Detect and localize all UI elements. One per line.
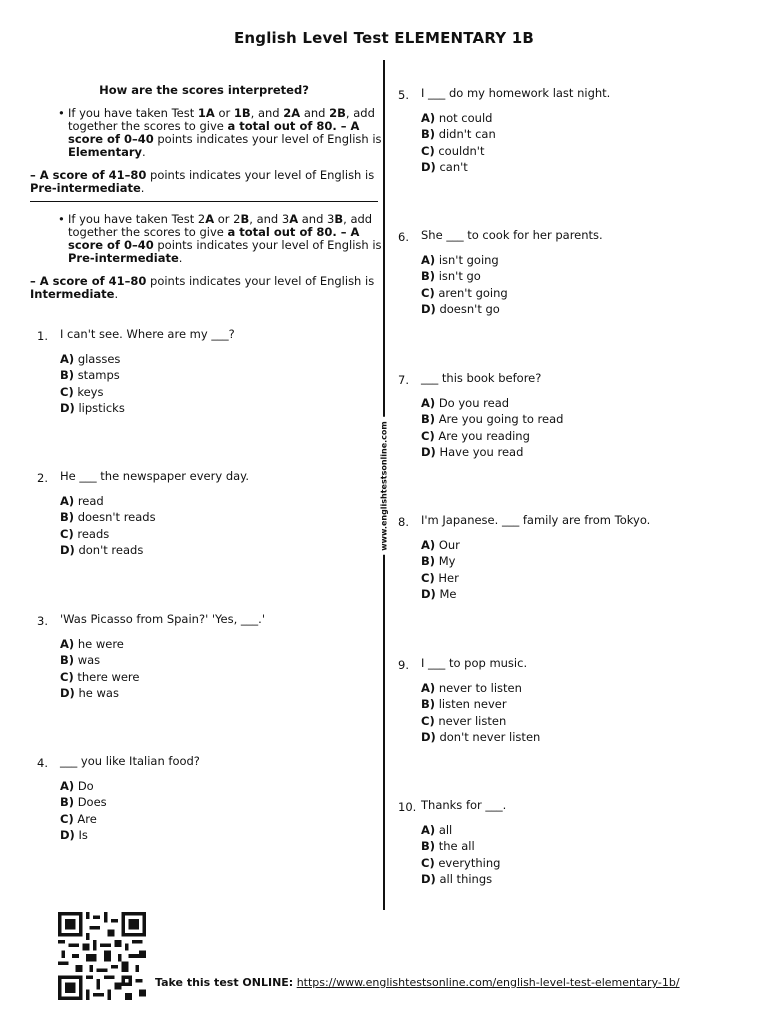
question-number: 6. xyxy=(398,230,409,244)
option-letter: B) xyxy=(421,839,436,854)
page-title: English Level Test ELEMENTARY 1B xyxy=(233,29,535,47)
footer xyxy=(155,976,680,989)
option-letter: B) xyxy=(421,412,436,427)
footer-url-link[interactable]: https://www.englishtestsonline.com/english-level-test-elementary-1b/ xyxy=(296,976,680,989)
option-letter: C) xyxy=(421,428,435,443)
option-letter: D) xyxy=(60,542,75,557)
answer-option[interactable] xyxy=(60,779,94,793)
answer-option[interactable] xyxy=(60,828,88,842)
option-letter: C) xyxy=(60,526,74,541)
answer-option[interactable] xyxy=(60,686,119,700)
option-text: Do xyxy=(77,779,94,793)
question-text: I can't see. Where are my ___? xyxy=(60,327,235,341)
interpretation-heading: How are the scores interpreted? xyxy=(99,83,309,97)
option-text: couldn't xyxy=(438,143,485,158)
option-text: lipsticks xyxy=(78,400,125,415)
answer-option[interactable] xyxy=(421,839,475,853)
interpretation-result-2: – A score of 41–80 points indicates your level of English is Intermediate. xyxy=(30,274,375,301)
option-letter: C) xyxy=(421,285,435,300)
answer-option[interactable] xyxy=(421,587,456,601)
answer-option[interactable] xyxy=(421,872,492,886)
interpretation-bullet-2: • If you have taken Test 2A or 2B, and 3A and 3B, add together the scores to give a total out of 80. – A score of 0–40 points indicates your level of English is Pre-intermediate. xyxy=(58,212,382,265)
option-letter: A) xyxy=(421,253,436,267)
option-letter: D) xyxy=(421,871,436,886)
option-letter: C) xyxy=(60,669,74,684)
option-letter: B) xyxy=(60,368,75,383)
question-text: I ___ do my homework last night. xyxy=(421,86,611,100)
answer-option[interactable] xyxy=(60,527,109,541)
footer-label: Take this test ONLINE: xyxy=(155,976,294,989)
option-text: there were xyxy=(77,669,140,684)
interpretation-bullet-1: • If you have taken Test 1A or 1B, and 2A and 2B, add together the scores to give a total out of 80. – A score of 0–40 points indicates your level of English is Elementary. xyxy=(58,106,382,159)
option-text: Me xyxy=(439,586,457,601)
answer-option[interactable] xyxy=(421,286,508,300)
answer-option[interactable] xyxy=(60,795,107,809)
answer-option[interactable] xyxy=(60,670,139,684)
option-text: isn't go xyxy=(438,269,481,284)
answer-option[interactable] xyxy=(421,160,468,174)
option-letter: D) xyxy=(60,400,75,415)
answer-option[interactable] xyxy=(421,697,507,711)
answer-option[interactable] xyxy=(60,637,124,651)
question-number: 9. xyxy=(398,658,409,672)
option-text: everything xyxy=(438,855,501,870)
option-letter: C) xyxy=(421,143,435,158)
option-text: he was xyxy=(78,685,119,700)
question-text: I'm Japanese. ___ family are from Tokyo. xyxy=(421,513,651,527)
question-number: 10. xyxy=(398,800,417,814)
option-text: he were xyxy=(77,637,124,651)
question-number: 4. xyxy=(37,756,48,770)
option-text: aren't going xyxy=(438,285,508,300)
option-text: Are you reading xyxy=(438,428,530,443)
option-text: doesn't reads xyxy=(77,510,156,525)
bullet-icon: • xyxy=(58,212,65,226)
option-text: isn't going xyxy=(438,253,499,267)
option-text: didn't can xyxy=(438,127,496,142)
section-divider xyxy=(30,201,378,202)
option-letter: A) xyxy=(421,396,436,410)
answer-option[interactable] xyxy=(60,352,120,366)
option-letter: C) xyxy=(60,384,74,399)
option-text: Her xyxy=(438,570,459,585)
option-letter: D) xyxy=(60,827,75,842)
option-text: can't xyxy=(439,159,468,174)
option-text: Do you read xyxy=(438,396,510,410)
answer-option[interactable] xyxy=(60,543,143,557)
answer-option[interactable] xyxy=(421,144,484,158)
answer-option[interactable] xyxy=(421,269,481,283)
qr-code-icon[interactable] xyxy=(58,912,146,1000)
answer-option[interactable] xyxy=(421,396,509,410)
option-text: keys xyxy=(77,384,104,399)
answer-option[interactable] xyxy=(60,510,156,524)
option-text: doesn't go xyxy=(439,301,500,316)
question-number: 1. xyxy=(37,329,48,343)
option-text: was xyxy=(77,653,101,668)
answer-option[interactable] xyxy=(421,127,496,141)
answer-option[interactable] xyxy=(421,412,563,426)
option-text: the all xyxy=(438,839,475,854)
question-text: I ___ to pop music. xyxy=(421,656,528,670)
question-number: 3. xyxy=(37,614,48,628)
answer-option[interactable] xyxy=(60,494,104,508)
question-number: 5. xyxy=(398,88,409,102)
answer-option[interactable] xyxy=(421,253,499,267)
option-letter: B) xyxy=(421,127,436,142)
answer-option[interactable] xyxy=(421,111,492,125)
option-text: Are you going to read xyxy=(438,412,564,427)
answer-option[interactable] xyxy=(421,429,530,443)
option-text: My xyxy=(438,554,456,569)
answer-option[interactable] xyxy=(421,538,460,552)
option-letter: D) xyxy=(421,301,436,316)
option-letter: B) xyxy=(421,697,436,712)
question-text: ___ you like Italian food? xyxy=(60,754,200,768)
answer-option[interactable] xyxy=(421,714,506,728)
option-letter: C) xyxy=(421,570,435,585)
question-number: 7. xyxy=(398,373,409,387)
option-text: Is xyxy=(78,827,88,842)
option-letter: A) xyxy=(60,494,75,508)
option-letter: C) xyxy=(421,713,435,728)
option-letter: A) xyxy=(421,111,436,125)
option-text: Are xyxy=(77,811,97,826)
option-letter: B) xyxy=(421,269,436,284)
answer-option[interactable] xyxy=(421,681,522,695)
option-text: never listen xyxy=(438,713,507,728)
option-letter: A) xyxy=(421,538,436,552)
option-text: Have you read xyxy=(439,444,524,459)
option-text: reads xyxy=(77,526,110,541)
option-letter: B) xyxy=(60,510,75,525)
option-letter: A) xyxy=(421,681,436,695)
option-text: Our xyxy=(438,538,460,552)
question-text: He ___ the newspaper every day. xyxy=(60,469,249,483)
option-letter: D) xyxy=(421,444,436,459)
answer-option[interactable] xyxy=(421,302,500,316)
question-text: She ___ to cook for her parents. xyxy=(421,228,603,242)
question-text: Thanks for ___. xyxy=(421,798,507,812)
option-text: Does xyxy=(77,795,107,810)
answer-option[interactable] xyxy=(421,554,455,568)
interpretation-result-1: – A score of 41–80 points indicates your level of English is Pre-intermediate. xyxy=(30,168,375,195)
option-text: all xyxy=(438,823,453,837)
answer-option[interactable] xyxy=(421,445,523,459)
option-letter: B) xyxy=(421,554,436,569)
option-letter: D) xyxy=(421,729,436,744)
option-letter: D) xyxy=(421,159,436,174)
answer-option[interactable] xyxy=(60,385,103,399)
option-letter: B) xyxy=(60,653,75,668)
option-letter: D) xyxy=(60,685,75,700)
option-text: never to listen xyxy=(438,681,522,695)
question-text: ___ this book before? xyxy=(421,371,542,385)
option-letter: D) xyxy=(421,586,436,601)
option-text: listen never xyxy=(438,697,507,712)
answer-option[interactable] xyxy=(421,571,459,585)
watermark: www.englishtestsonline.com xyxy=(380,417,389,555)
option-text: don't reads xyxy=(78,542,144,557)
answer-option[interactable] xyxy=(60,368,120,382)
answer-option[interactable] xyxy=(60,812,97,826)
option-letter: C) xyxy=(421,855,435,870)
option-text: all things xyxy=(439,871,493,886)
option-letter: A) xyxy=(421,823,436,837)
question-text: 'Was Picasso from Spain?' 'Yes, ___.' xyxy=(60,612,265,626)
answer-option[interactable] xyxy=(60,401,125,415)
question-number: 2. xyxy=(37,471,48,485)
option-text: read xyxy=(77,494,104,508)
question-number: 8. xyxy=(398,515,409,529)
option-letter: A) xyxy=(60,637,75,651)
option-text: not could xyxy=(438,111,493,125)
bullet-icon: • xyxy=(58,106,65,120)
answer-option[interactable] xyxy=(421,823,452,837)
answer-option[interactable] xyxy=(421,730,540,744)
option-letter: A) xyxy=(60,352,75,366)
option-text: stamps xyxy=(77,368,120,383)
option-letter: B) xyxy=(60,795,75,810)
option-text: glasses xyxy=(77,352,121,366)
answer-option[interactable] xyxy=(421,856,500,870)
option-text: don't never listen xyxy=(439,729,541,744)
option-letter: A) xyxy=(60,779,75,793)
answer-option[interactable] xyxy=(60,653,100,667)
option-letter: C) xyxy=(60,811,74,826)
